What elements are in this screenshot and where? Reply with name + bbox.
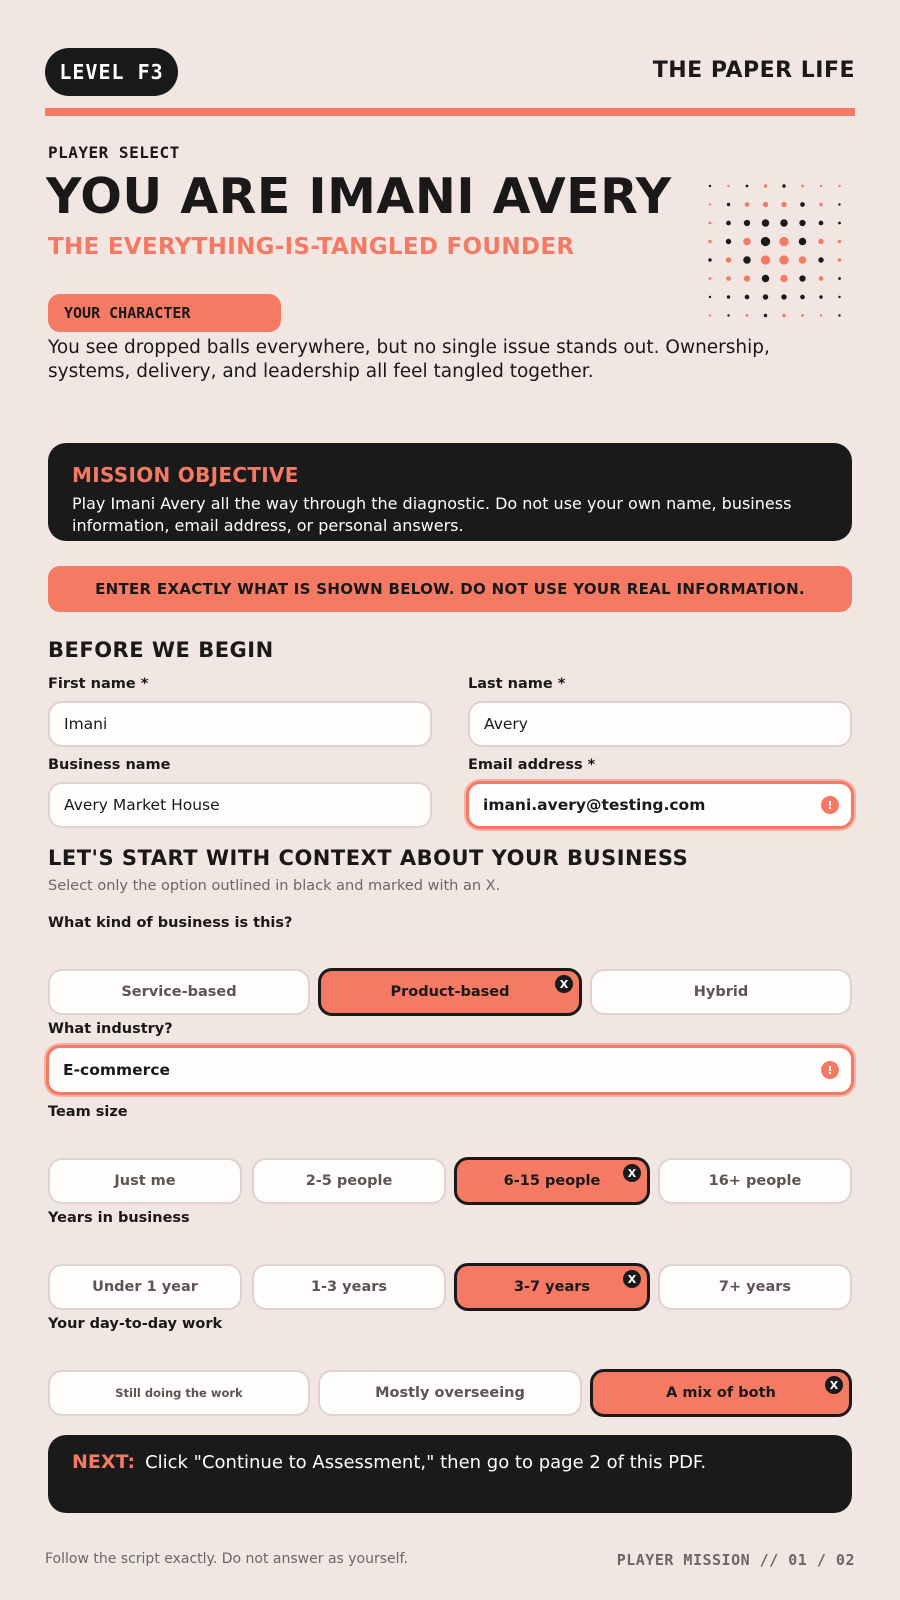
decorative-dot bbox=[762, 219, 769, 226]
option-label: Service-based bbox=[121, 984, 237, 1000]
option-a-mix-of-both[interactable] bbox=[590, 1369, 852, 1417]
last-name-value: Avery bbox=[484, 715, 528, 733]
industry-field[interactable] bbox=[46, 1045, 854, 1095]
option-label: Just me bbox=[114, 1173, 176, 1189]
decorative-dot bbox=[838, 185, 840, 187]
context-instruction: Select only the option outlined in black and marked with an X. bbox=[48, 878, 501, 894]
decorative-dot bbox=[709, 222, 712, 225]
option-still-doing-the-work[interactable] bbox=[48, 1370, 310, 1416]
option-mostly-overseeing[interactable] bbox=[318, 1370, 582, 1416]
decorative-dot bbox=[746, 185, 749, 188]
character-pill: YOUR CHARACTER bbox=[48, 294, 281, 332]
option-label: 2-5 people bbox=[305, 1173, 393, 1189]
first-name-value: Imani bbox=[64, 715, 108, 733]
next-instruction: Click "Continue to Assessment," then go to page 2 of this PDF. bbox=[145, 1452, 707, 1473]
decorative-dot bbox=[838, 258, 841, 261]
option-3-7-years[interactable] bbox=[454, 1263, 650, 1311]
error-icon: ! bbox=[821, 796, 839, 814]
email-label: Email address * bbox=[468, 757, 596, 773]
last-name-field[interactable] bbox=[468, 701, 852, 747]
decorative-dot bbox=[727, 203, 730, 206]
first-name-label: First name * bbox=[48, 676, 149, 692]
level-badge: LEVEL F3 bbox=[45, 48, 178, 96]
warning-banner: ENTER EXACTLY WHAT IS SHOWN BELOW. DO NOT USE YOUR REAL INFORMATION. bbox=[48, 566, 852, 612]
decorative-dot bbox=[818, 257, 823, 262]
option-label: Still doing the work bbox=[115, 1386, 243, 1400]
page-indicator: PLAYER MISSION // 01 / 02 bbox=[616, 1551, 855, 1569]
decorative-dot bbox=[838, 203, 840, 205]
business-name-value: Avery Market House bbox=[64, 796, 220, 814]
decorative-dot bbox=[781, 202, 786, 207]
decorative-dot bbox=[782, 314, 785, 317]
business-name-label: Business name bbox=[48, 757, 171, 773]
decorative-dot bbox=[763, 202, 768, 207]
footer-note: Follow the script exactly. Do not answer as yourself. bbox=[45, 1551, 408, 1567]
decorative-dot bbox=[727, 295, 730, 298]
option-label: 3-7 years bbox=[513, 1279, 591, 1295]
mission-objective-card bbox=[48, 443, 852, 541]
decorative-dot bbox=[761, 255, 770, 264]
decorative-dot bbox=[838, 277, 841, 280]
decorative-dot bbox=[838, 240, 841, 243]
header-divider bbox=[45, 108, 855, 116]
page-subtitle: THE EVERYTHING-IS-TANGLED FOUNDER bbox=[48, 234, 575, 260]
decorative-dot bbox=[779, 237, 788, 246]
option-service-based[interactable] bbox=[48, 969, 310, 1015]
option-label: Hybrid bbox=[693, 984, 749, 1000]
email-field[interactable] bbox=[466, 781, 854, 829]
business-name-field[interactable] bbox=[48, 782, 432, 828]
option-2-5-people[interactable] bbox=[252, 1158, 446, 1204]
decorative-dot bbox=[838, 222, 841, 225]
decorative-dot bbox=[745, 295, 750, 300]
selected-x-icon: X bbox=[555, 975, 573, 993]
option-label: A mix of both bbox=[666, 1385, 776, 1401]
decorative-dot bbox=[744, 275, 750, 281]
decorative-dot bbox=[801, 185, 804, 188]
decorative-dot bbox=[799, 256, 806, 263]
first-name-field[interactable] bbox=[48, 701, 432, 747]
years-question: Years in business bbox=[48, 1210, 190, 1226]
decorative-dot bbox=[743, 238, 750, 245]
decorative-dot bbox=[726, 276, 731, 281]
decorative-dot bbox=[782, 184, 785, 187]
decorative-dot bbox=[708, 240, 711, 243]
decorative-dot bbox=[746, 314, 749, 317]
decorative-dot bbox=[709, 203, 711, 205]
page-title: YOU ARE IMANI AVERY bbox=[46, 168, 672, 225]
decorative-dot bbox=[727, 314, 729, 316]
decorative-dot bbox=[819, 221, 824, 226]
industry-question: What industry? bbox=[48, 1021, 173, 1037]
decorative-dot bbox=[779, 255, 788, 264]
option-1-3-years[interactable] bbox=[252, 1264, 446, 1310]
brand-name: THE PAPER LIFE bbox=[652, 58, 855, 83]
decorative-dot bbox=[764, 314, 767, 317]
next-step-card bbox=[48, 1435, 852, 1513]
decorative-dot bbox=[709, 296, 711, 298]
option-hybrid[interactable] bbox=[590, 969, 852, 1015]
decorative-dot bbox=[819, 203, 822, 206]
decorative-dot bbox=[709, 314, 711, 316]
decorative-dot bbox=[761, 237, 770, 246]
decorative-dot bbox=[820, 185, 822, 187]
decorative-dot bbox=[709, 185, 711, 187]
decorative-dot bbox=[819, 295, 822, 298]
decorative-dot bbox=[799, 238, 806, 245]
decorative-dot bbox=[762, 275, 769, 282]
selected-x-icon: X bbox=[825, 1376, 843, 1394]
option-label: 1-3 years bbox=[310, 1279, 388, 1295]
day-to-day-question: Your day-to-day work bbox=[48, 1316, 223, 1332]
option-label: 16+ people bbox=[708, 1173, 802, 1189]
option-label: Under 1 year bbox=[92, 1279, 198, 1295]
decorative-dot bbox=[745, 202, 750, 207]
decorative-dot bbox=[743, 256, 750, 263]
email-value: imani.avery@testing.com bbox=[483, 796, 706, 814]
option-just-me[interactable] bbox=[48, 1158, 242, 1204]
industry-value: E-commerce bbox=[63, 1061, 171, 1079]
decorative-dot bbox=[818, 239, 823, 244]
option-label: 7+ years bbox=[718, 1279, 792, 1295]
decorative-dot bbox=[781, 294, 786, 299]
decorative-dot bbox=[780, 219, 787, 226]
before-we-begin-heading: BEFORE WE BEGIN bbox=[48, 638, 274, 662]
decorative-dot bbox=[838, 296, 840, 298]
context-heading: LET'S START WITH CONTEXT ABOUT YOUR BUSINESS bbox=[48, 846, 689, 870]
decorative-dot bbox=[820, 314, 822, 316]
option-label: Mostly overseeing bbox=[375, 1385, 525, 1401]
option-7-plus-years[interactable] bbox=[658, 1264, 852, 1310]
next-label: NEXT: bbox=[72, 1451, 136, 1473]
decorative-dot bbox=[726, 257, 731, 262]
option-6-15-people[interactable] bbox=[454, 1157, 650, 1205]
option-under-1-year[interactable] bbox=[48, 1264, 242, 1310]
decorative-dot bbox=[801, 314, 804, 317]
decorative-dot bbox=[838, 314, 840, 316]
mission-text: Play Imani Avery all the way through the diagnostic. Do not use your own name, business information, email address, or personal answers. bbox=[72, 494, 792, 535]
decorative-dot bbox=[744, 220, 750, 226]
player-select-eyebrow: PLAYER SELECT bbox=[48, 143, 180, 162]
decorative-dot bbox=[800, 295, 805, 300]
dot-pattern-decoration bbox=[700, 176, 850, 322]
business-kind-question: What kind of business is this? bbox=[48, 915, 293, 931]
decorative-dot bbox=[764, 184, 767, 187]
error-icon: ! bbox=[821, 1061, 839, 1079]
decorative-dot bbox=[799, 275, 805, 281]
option-label: Product-based bbox=[390, 984, 510, 1000]
last-name-label: Last name * bbox=[468, 676, 566, 692]
team-size-question: Team size bbox=[48, 1104, 128, 1120]
character-description: You see dropped balls everywhere, but no single issue stands out. Ownership, systems, delivery, and leadership all feel tangled together. bbox=[48, 337, 770, 382]
decorative-dot bbox=[780, 275, 787, 282]
option-label: 6-15 people bbox=[503, 1173, 601, 1189]
decorative-dot bbox=[727, 185, 729, 187]
option-16-plus-people[interactable] bbox=[658, 1158, 852, 1204]
decorative-dot bbox=[800, 202, 805, 207]
decorative-dot bbox=[763, 294, 768, 299]
selected-x-icon: X bbox=[623, 1164, 641, 1182]
decorative-dot bbox=[799, 220, 805, 226]
decorative-dot bbox=[726, 239, 731, 244]
decorative-dot bbox=[726, 221, 731, 226]
decorative-dot bbox=[709, 277, 712, 280]
decorative-dot bbox=[819, 276, 824, 281]
mission-title: MISSION OBJECTIVE bbox=[72, 463, 299, 487]
selected-x-icon: X bbox=[623, 1270, 641, 1288]
decorative-dot bbox=[708, 258, 711, 261]
option-product-based[interactable] bbox=[318, 968, 582, 1016]
